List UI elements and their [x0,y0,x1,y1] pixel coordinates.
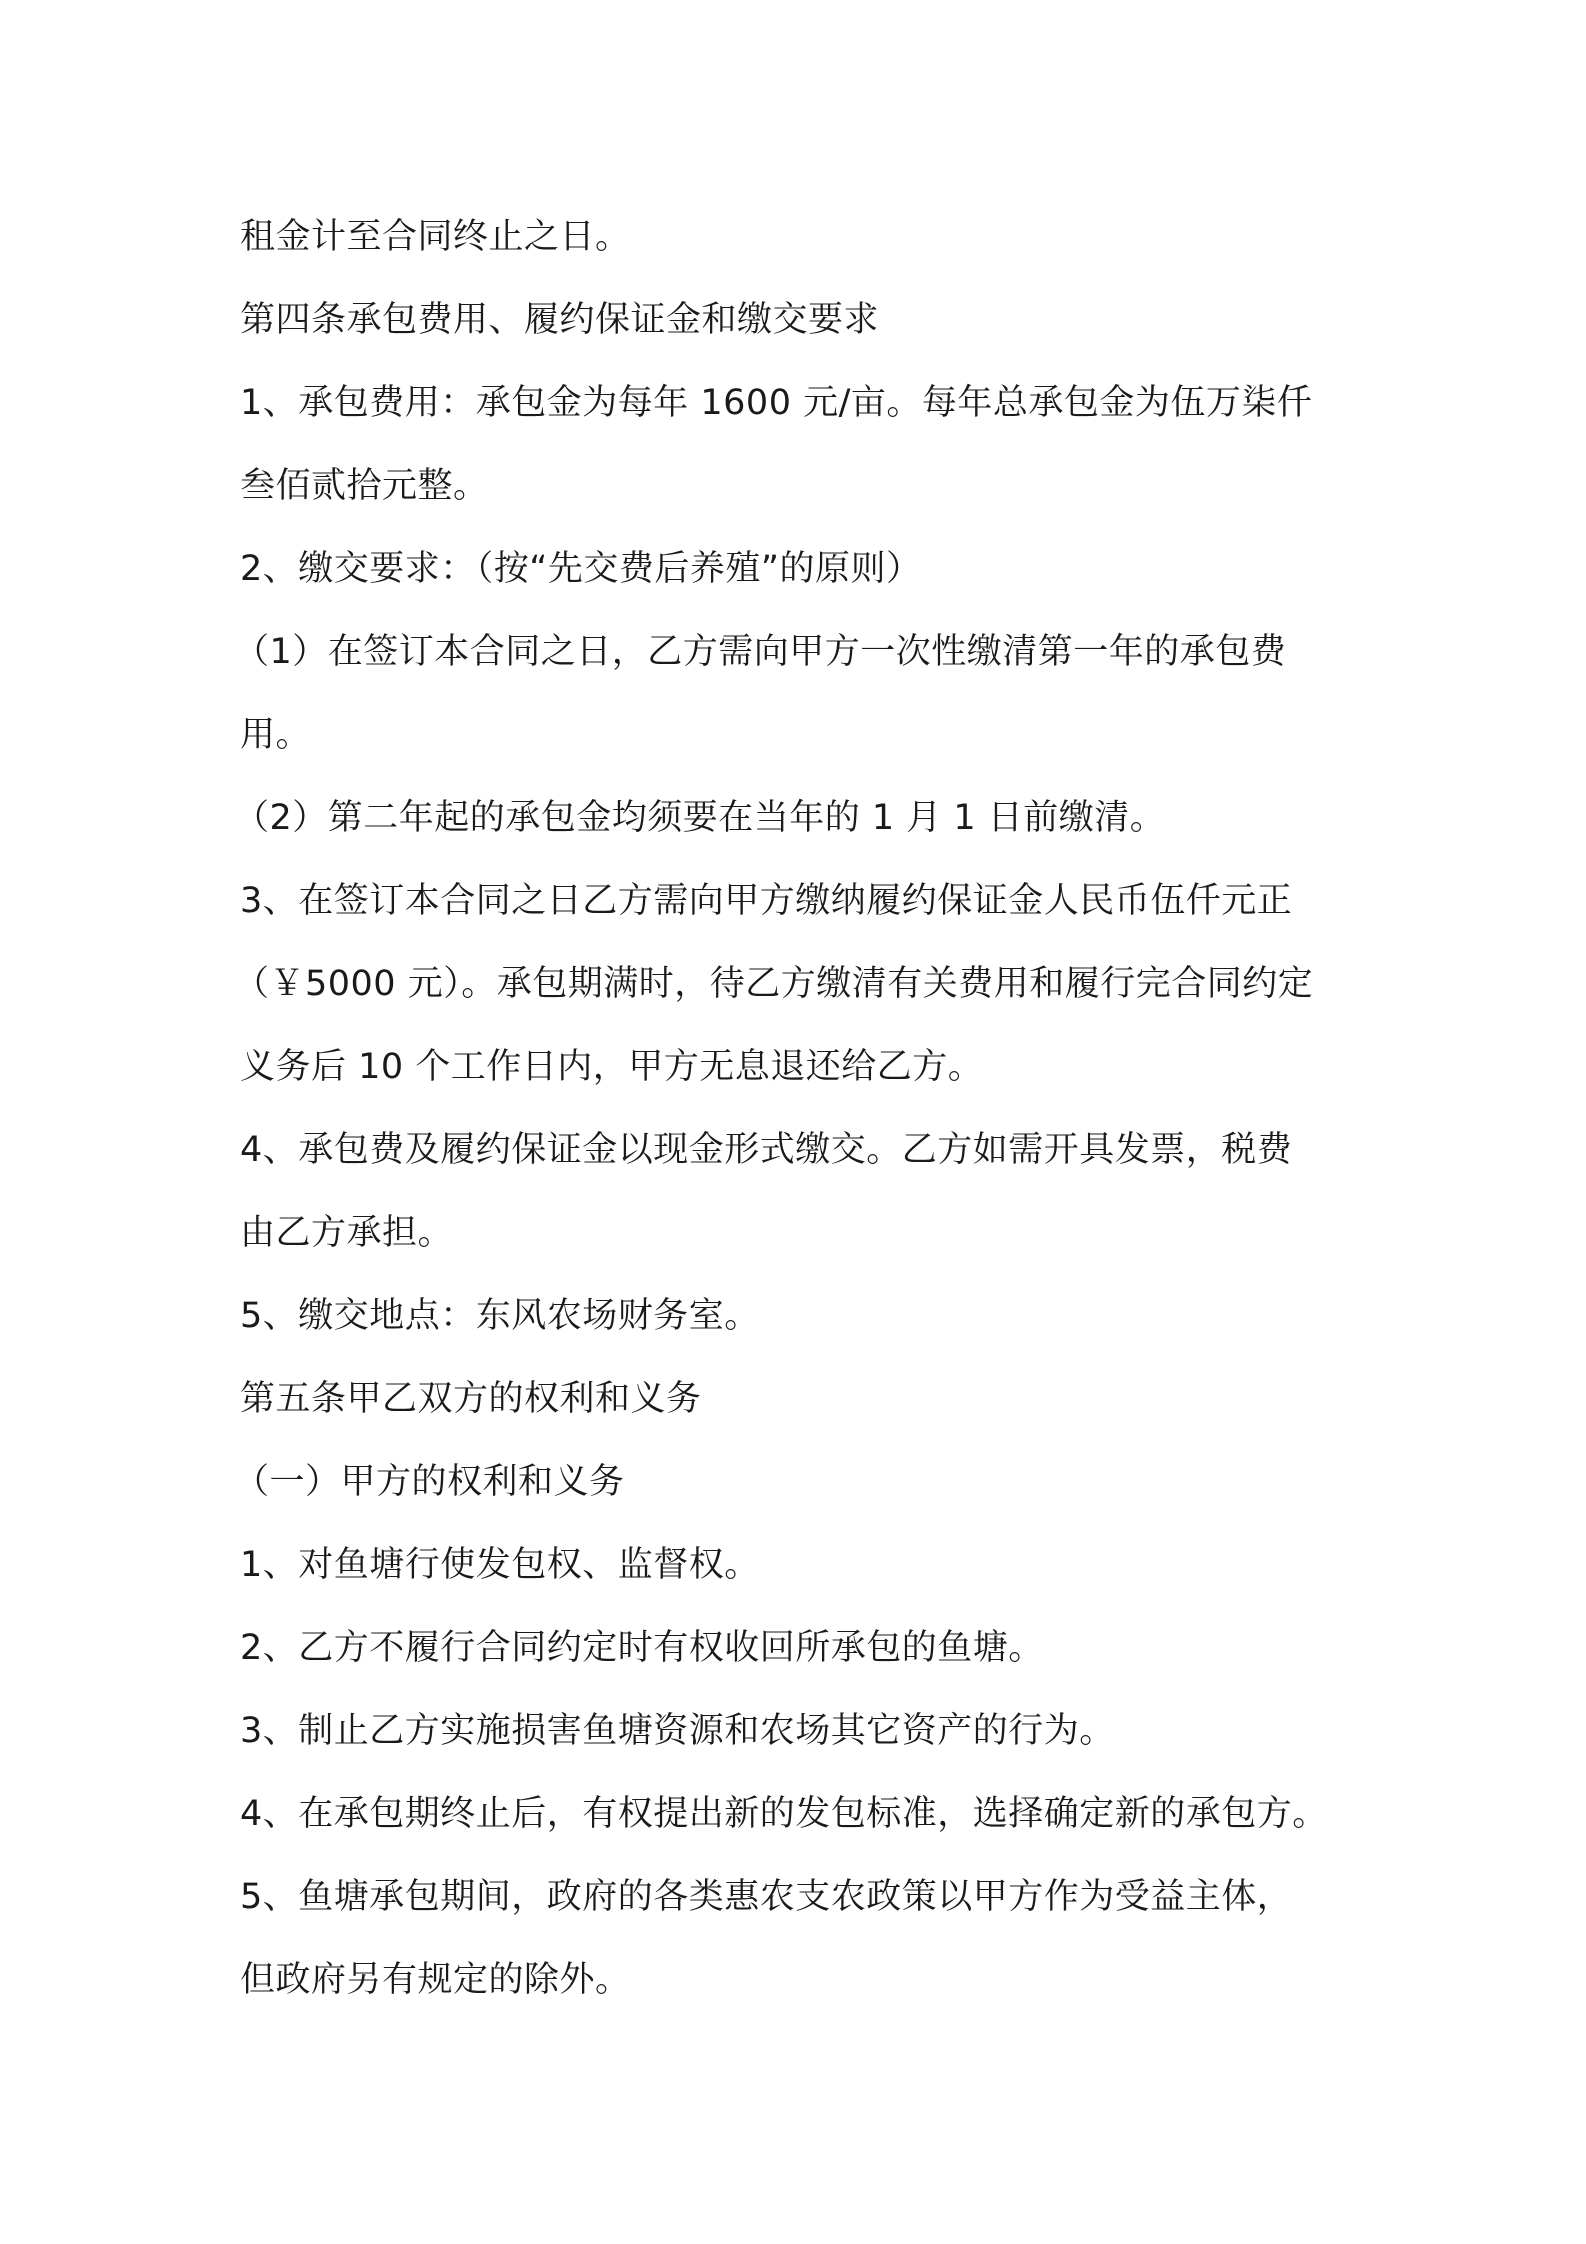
text-line: 5、缴交地点：东风农场财务室。 [240,1296,760,1336]
text-line: 用。 [240,715,312,755]
section-heading: 第四条承包费用、履约保证金和缴交要求 [240,300,880,340]
text-line: 4、承包费及履约保证金以现金形式缴交。乙方如需开具发票，税费 [240,1130,1293,1170]
text-line: 由乙方承担。 [240,1213,454,1253]
text-line: 叁佰贰拾元整。 [240,466,489,506]
text-line: 5、鱼塘承包期间，政府的各类惠农支农政策以甲方作为受益主体， [240,1877,1293,1917]
text-line: 4、在承包期终止后，有权提出新的发包标准，选择确定新的承包方。 [240,1794,1328,1834]
document-body [234,196,1380,2022]
text-line: （￥5000 元）。承包期满时，待乙方缴清有关费用和履行完合同约定 [234,964,1314,1004]
text-line: 1、对鱼塘行使发包权、监督权。 [240,1545,760,1585]
section-heading: 第五条甲乙双方的权利和义务 [240,1379,702,1419]
text-line: 2、乙方不履行合同约定时有权收回所承包的鱼塘。 [240,1628,1044,1668]
text-line: （2）第二年起的承包金均须要在当年的 1 月 1 日前缴清。 [234,798,1166,838]
text-line: 义务后 10 个工作日内，甲方无息退还给乙方。 [240,1047,984,1087]
text-line: 但政府另有规定的除外。 [240,1960,631,2000]
subsection-heading: （一）甲方的权利和义务 [234,1462,625,1502]
text-line: 1、承包费用：承包金为每年 1600 元/亩。每年总承包金为伍万柒仟 [240,383,1313,423]
text-line: 3、制止乙方实施损害鱼塘资源和农场其它资产的行为。 [240,1711,1115,1751]
text-line: 租金计至合同终止之日。 [240,217,631,257]
text-line: （1）在签订本合同之日，乙方需向甲方一次性缴清第一年的承包费 [234,632,1287,672]
text-line: 2、缴交要求：（按“先交费后养殖”的原则） [240,549,922,589]
text-line: 3、在签订本合同之日乙方需向甲方缴纳履约保证金人民币伍仟元正 [240,881,1293,921]
